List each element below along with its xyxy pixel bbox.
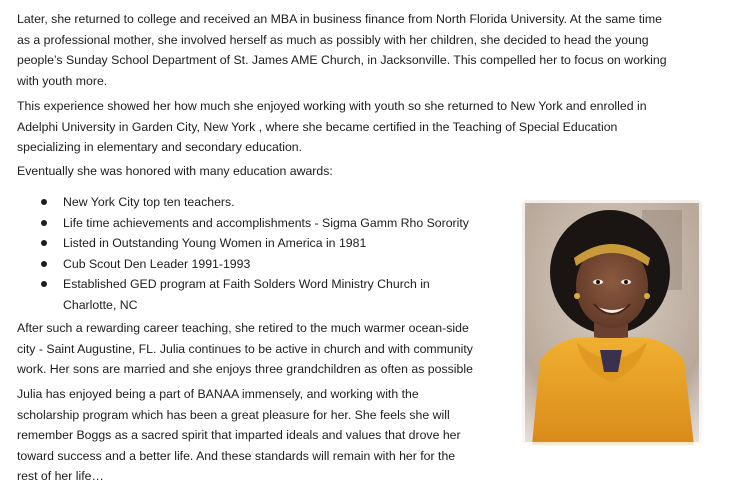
- bullet-icon: [41, 281, 47, 287]
- paragraph-return-to-college: Later, she returned to college and received an MBA in business finance from North Florida University. At the same time as a professional mother, she involved herself as much as possibly with her children, she decided to head the young people’s Sunday School Department of St. James AME Church, in Jacksonville. This compelled her to focus on working with youth more.: [17, 12, 667, 88]
- paragraph-retirement: After such a rewarding career teaching, she retired to the much warmer ocean-side city - Saint Augustine, FL. Julia continues to be active in church and with community work. Her sons are married and she enjoys three grandchildren as often as possible: [17, 321, 473, 376]
- paragraph-banaa: Julia has enjoyed being a part of BANAA immensely, and working with the scholarship program which has been a great pleasure for her. She feels she will remember Boggs as a sacred spirit that imparted ideals and values that drove her toward success and a better life. And these standards will remain with her for the rest of her life…: [17, 387, 461, 483]
- left-earring: [574, 293, 580, 299]
- paragraph-adelphi-university: This experience showed her how much she enjoyed working with youth so she returned to New York and enrolled in Adelphi University in Garden City, New York , where she became certified in the Teaching of Special Education specializing in elementary and secondary education.: [17, 99, 647, 154]
- portrait-illustration: [522, 200, 702, 445]
- bullet-icon: [41, 220, 47, 226]
- bullet-icon: [41, 261, 47, 267]
- portrait-photo: [522, 200, 702, 445]
- paragraph-awards-intro: Eventually she was honored with many education awards:: [17, 164, 333, 178]
- list-item: Life time achievements and accomplishments - Sigma Gamm Rho Sorority: [17, 213, 469, 234]
- bullet-icon: [41, 240, 47, 246]
- right-pupil: [624, 280, 628, 284]
- list-item: Established GED program at Faith Solders Word Ministry Church in Charlotte, NC: [17, 274, 469, 315]
- bullet-icon: [41, 199, 47, 205]
- list-item: Cub Scout Den Leader 1991-1993: [17, 254, 469, 275]
- awards-list: [17, 192, 469, 315]
- right-earring: [644, 293, 650, 299]
- left-pupil: [596, 280, 600, 284]
- list-item: New York City top ten teachers.: [17, 192, 469, 213]
- list-item: Listed in Outstanding Young Women in America in 1981: [17, 233, 469, 254]
